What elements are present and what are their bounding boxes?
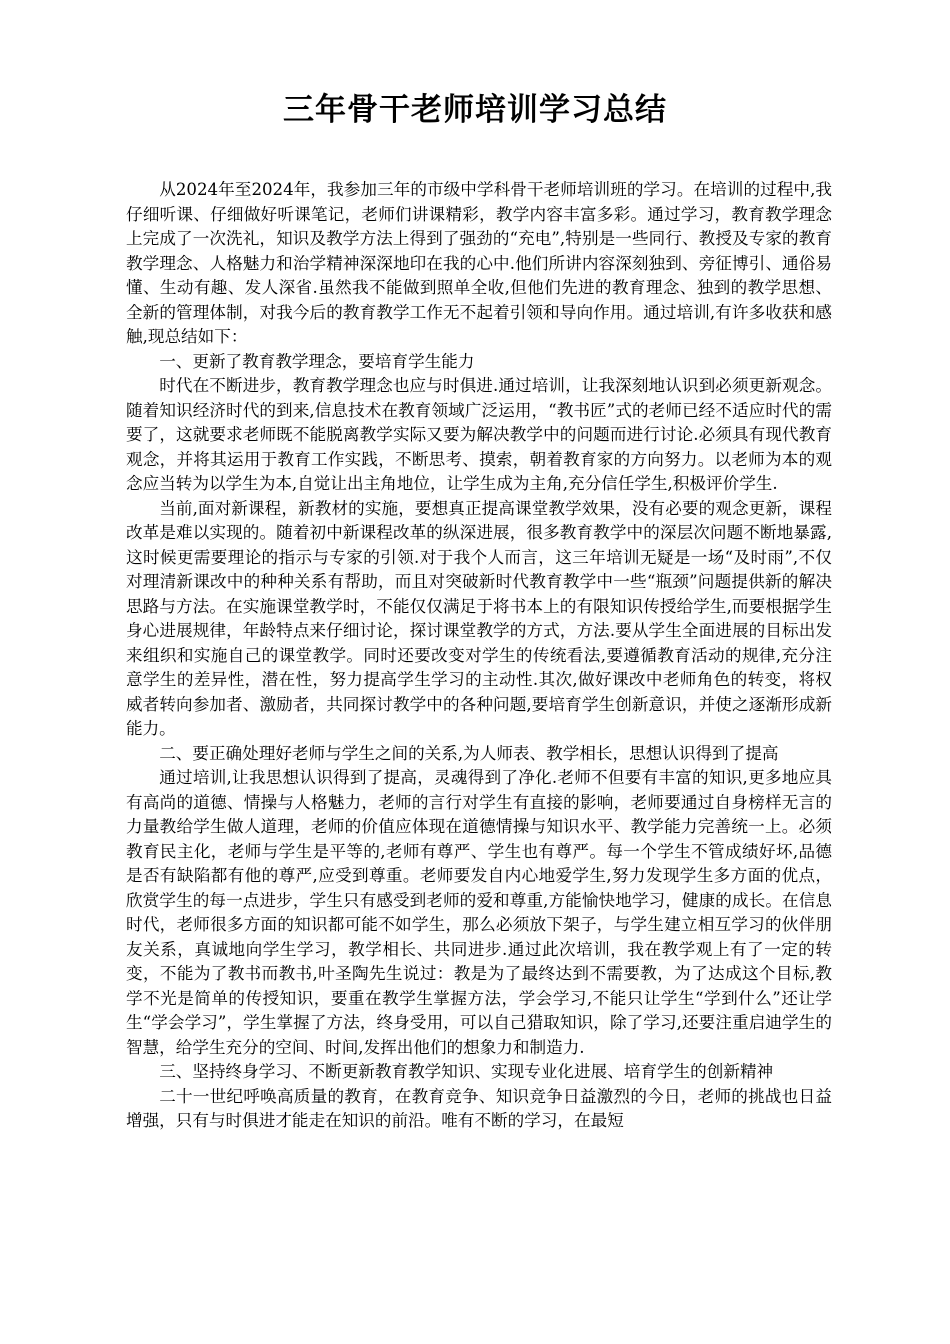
section-heading-2: 二、要正确处理好老师与学生之间的关系,为人师表、教学相长，思想认识得到了提高 <box>159 743 779 763</box>
document-body <box>126 178 832 1134</box>
section-heading-3: 三、坚持终身学习、不断更新教育教学知识、实现专业化进展、培育学生的创新精神 <box>159 1062 774 1081</box>
intro-paragraph: 从2024年至2024年，我参加三年的市级中学科骨干老师培训班的学习。在培训的过程中,我仔细听课、仔细做好听课笔记，老师们讲课精彩，教学内容丰富多彩。通过学习，教育教学理念上完成了一次洗礼，知识及教学方法上得到了强劲的“充电”,特别是一些同行、教授及专家的教育教学理念、人格魅力和治学精神深深地印在我的心中.他们所讲内容深刻独到、旁征博引、通俗易懂、生动有趣、发人深省.虽然我不能做到照单全收,但他们先进的教育理念、独到的教学思想、全新的管理体制，对我今后的教育教学工作无不起着引领和导向作用。通过培训,有许多收获和感触,现总结如下： <box>126 180 832 346</box>
section-heading-1: 一、更新了教育教学理念，要培育学生能力 <box>159 351 475 371</box>
section-3-paragraph-1: 二十一世纪呼唤高质量的教育，在教育竞争、知识竞争日益激烈的今日，老师的挑战也日益增强，只有与时俱进才能走在知识的前沿。唯有不断的学习，在最短 <box>126 1086 832 1130</box>
section-1-paragraph-1: 时代在不断进步，教育教学理念也应与时俱进.通过培训，让我深刻地认识到必须更新观念。随着知识经济时代的到来,信息技术在教育领域广泛运用，“教书匠”式的老师已经不适应时代的需要了，这就要求老师既不能脱离教学实际又要为解决教学中的问题而进行讨论.必须具有现代教育观念，并将其运用于教育工作实践，不断思考、摸索，朝着教育家的方向努力。以老师为本的观念应当转为以学生为本,自觉让出主角地位，让学生成为主角,充分信任学生,积极评价学生. <box>126 376 832 493</box>
section-1-paragraph-2: 当前,面对新课程，新教材的实施，要想真正提高课堂教学效果，没有必要的观念更新，课程改革是难以实现的。随着初中新课程改革的纵深进展，很多教育教学中的深层次问题不断地暴露,这时候更需要理论的指示与专家的引领.对于我个人而言，这三年培训无疑是一场“及时雨”,不仅对理清新课改中的种种关系有帮助，而且对突破新时代教育教学中一些“瓶颈”问题提供新的解决思路与方法。在实施课堂教学时，不能仅仅满足于将书本上的有限知识传授给学生,而要根据学生身心进展规律，年龄特点来仔细讨论，探讨课堂教学的方式，方法.要从学生全面进展的目标出发来组织和实施自己的课堂教学。同时还要改变对学生的传统看法,要遵循教育活动的规律,充分注意学生的差异性，潜在性，努力提高学生学习的主动性.其次,做好课改中老师角色的转变，将权威者转向参加者、激励者，共同探讨教学中的各种问题,要培育学生创新意识，并使之逐渐形成新能力。 <box>126 498 832 738</box>
section-2-paragraph-1: 通过培训,让我思想认识得到了提高，灵魂得到了净化.老师不但要有丰富的知识,更多地应具有高尚的道德、情操与人格魅力，老师的言行对学生有直接的影响，老师要通过自身榜样无言的力量教给学生做人道理，老师的价值应体现在道德情操与知识水平、教学能力完善统一上。必须教育民主化，老师与学生是平等的,老师有尊严、学生也有尊严。每一个学生不管成绩好坏,品德是否有缺陷都有他的尊严,应受到尊重。老师要发自内心地爱学生,努力发现学生多方面的优点，欣赏学生的每一点进步，学生只有感受到老师的爱和尊重,方能愉快地学习，健康的成长。在信息时代，老师很多方面的知识都可能不如学生，那么必须放下架子，与学生建立相互学习的伙伴朋友关系，真诚地向学生学习，教学相长、共同进步.通过此次培训，我在教学观上有了一定的转变，不能为了教书而教书,叶圣陶先生说过：教是为了最终达到不需要教，为了达成这个目标,教学不光是简单的传授知识，要重在教学生掌握方法，学会学习,不能只让学生“学到什么”还让学生“学会学习”，学生掌握了方法，终身受用，可以自己猎取知识，除了学习,还要注重启迪学生的智慧，给学生充分的空间、时间,发挥出他们的想象力和制造力. <box>126 768 832 1057</box>
document-title: 三年骨干老师培训学习总结 <box>283 92 667 128</box>
